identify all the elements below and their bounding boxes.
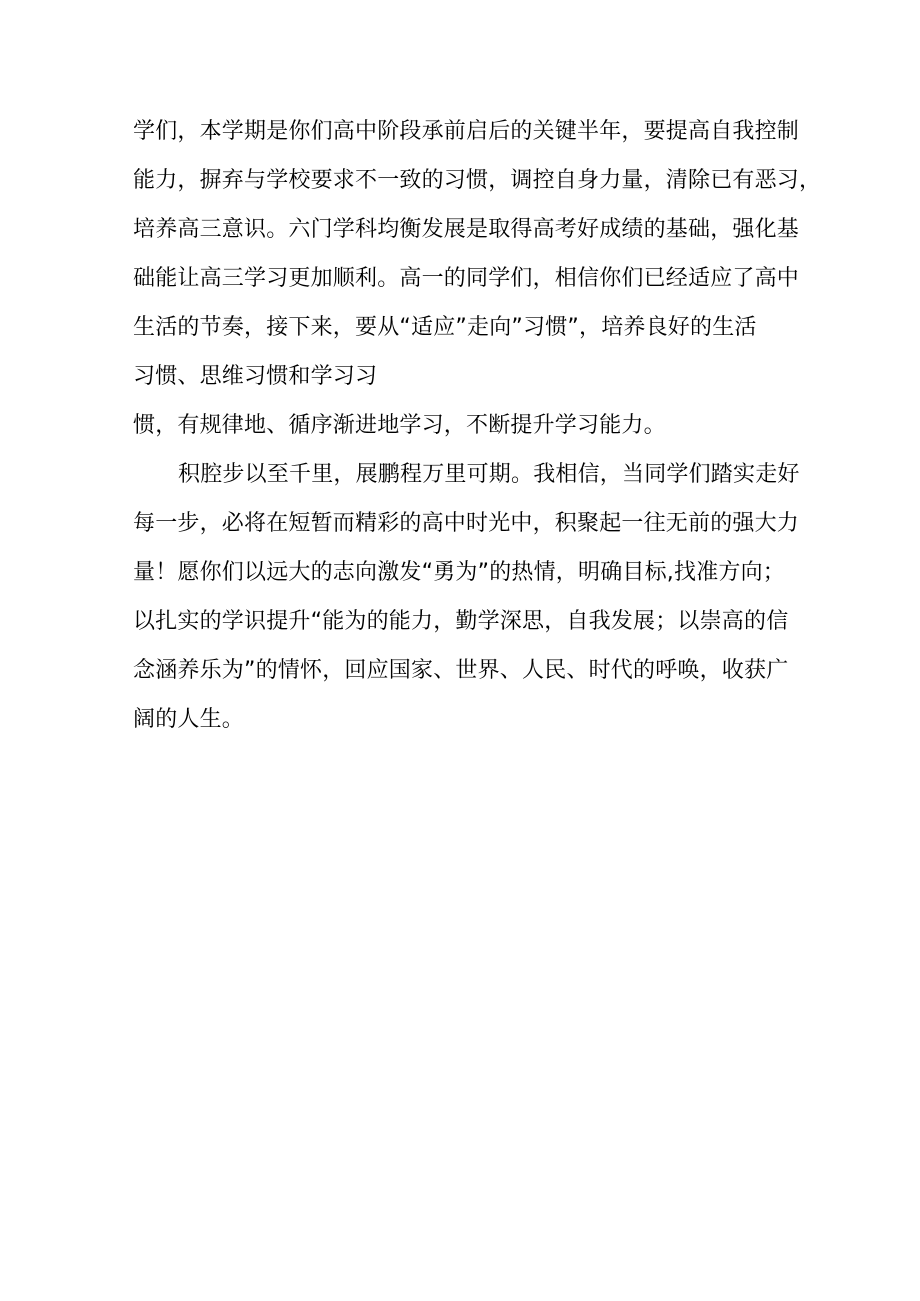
text-line: 阔的人生。 <box>133 707 245 732</box>
text-line: 能力，摒弃与学校要求不一致的习惯，调控自身力量，清除已有恶习， <box>133 168 822 193</box>
text-line: 学们，本学期是你们高中阶段承前启后的关键半年，要提高自我控制 <box>133 119 800 144</box>
text-line: 础能让高三学习更加顺利。高一的同学们，相信你们已经适应了高中 <box>133 266 800 291</box>
text-line: 念涵养乐为”的情怀，回应国家、世界、人民、时代的呼唤，收获广 <box>133 658 789 683</box>
text-line: 培养高三意识。六门学科均衡发展是取得高考好成绩的基础，强化基 <box>133 217 800 242</box>
text-line: 习惯、思维习惯和学习习 <box>133 364 378 389</box>
text-line: 生活的节奏，接下来，要从“适应”走向”习惯”，培养良好的生活 <box>133 315 757 340</box>
text-line: 积腔步以至千里，展鹏程万里可期。我相信，当同学们踏实走好 <box>178 462 800 487</box>
text-line: 以扎实的学识提升“能为的能力，勤学深思，自我发展；以崇高的信 <box>133 609 789 634</box>
text-line: 每一步，必将在短暂而精彩的高中时光中，积聚起一往无前的强大力 <box>133 511 800 536</box>
text-line: 量！愿你们以远大的志向激发“勇为”的热情，明确目标,找准方向； <box>133 560 785 585</box>
text-line: 惯，有规律地、循序渐进地学习，不断提升学习能力。 <box>133 413 666 438</box>
